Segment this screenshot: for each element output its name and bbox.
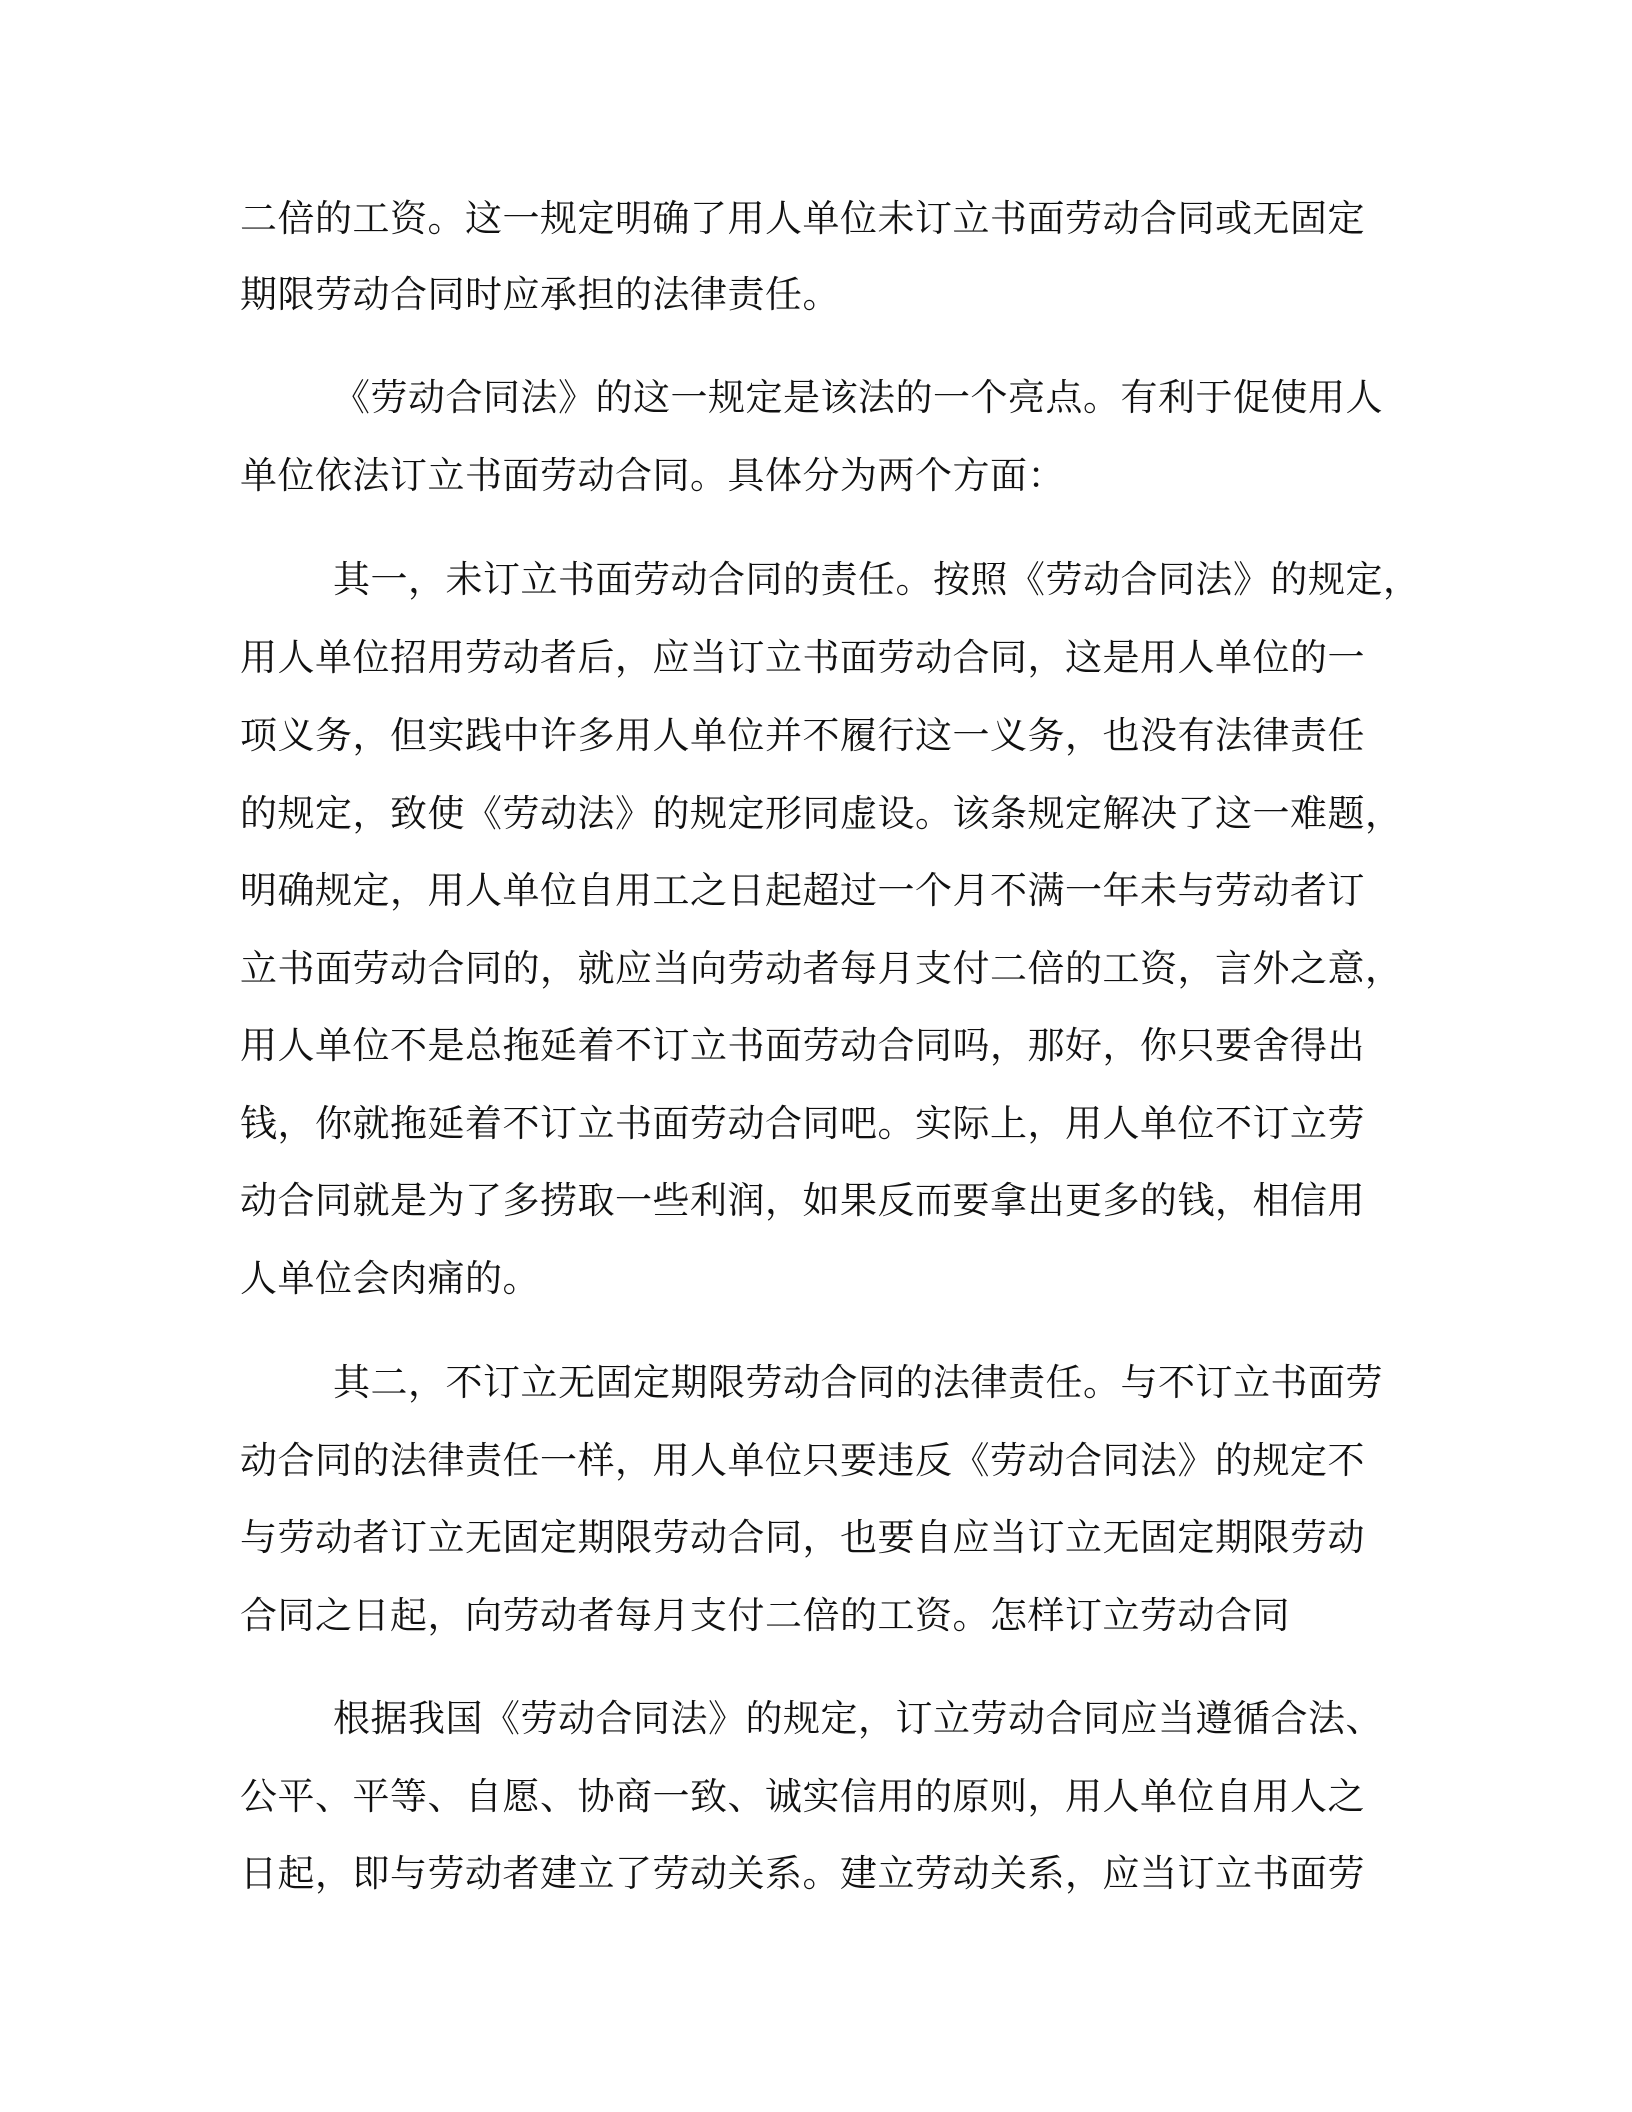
text-line: 用人单位招用劳动者后，应当订立书面劳动合同，这是用人单位的一 xyxy=(240,636,1365,679)
text-line: 用人单位不是总拖延着不订立书面劳动合同吗，那好，你只要舍得出 xyxy=(240,1024,1365,1067)
text-line: 动合同就是为了多捞取一些利润，如果反而要拿出更多的钱，相信用 xyxy=(240,1179,1365,1222)
text-line: 期限劳动合同时应承担的法律责任。 xyxy=(240,273,840,316)
text-line: 与劳动者订立无固定期限劳动合同，也要自应当订立无固定期限劳动 xyxy=(240,1516,1365,1559)
text-line: 项义务，但实践中许多用人单位并不履行这一义务，也没有法律责任 xyxy=(240,714,1365,757)
text-line: 单位依法订立书面劳动合同。具体分为两个方面： xyxy=(240,454,1065,497)
text-line: 二倍的工资。这一规定明确了用人单位未订立书面劳动合同或无固定 xyxy=(240,197,1365,240)
text-line: 合同之日起，向劳动者每月支付二倍的工资。怎样订立劳动合同 xyxy=(240,1594,1290,1637)
text-line: 动合同的法律责任一样，用人单位只要违反《劳动合同法》的规定不 xyxy=(240,1439,1365,1482)
text-line: 钱，你就拖延着不订立书面劳动合同吧。实际上，用人单位不订立劳 xyxy=(240,1102,1365,1145)
paragraph-start-line: 根据我国《劳动合同法》的规定，订立劳动合同应当遵循合法、 xyxy=(333,1697,1383,1740)
paragraph-start-line: 《劳动合同法》的这一规定是该法的一个亮点。有利于促使用人 xyxy=(333,376,1383,419)
text-line: 的规定，致使《劳动法》的规定形同虚设。该条规定解决了这一难题， xyxy=(240,792,1403,835)
text-line: 日起，即与劳动者建立了劳动关系。建立劳动关系，应当订立书面劳 xyxy=(240,1852,1365,1895)
paragraph-start-line: 其一，未订立书面劳动合同的责任。按照《劳动合同法》的规定， xyxy=(333,558,1421,601)
text-line: 公平、平等、自愿、协商一致、诚实信用的原则，用人单位自用人之 xyxy=(240,1775,1365,1818)
text-line: 立书面劳动合同的，就应当向劳动者每月支付二倍的工资，言外之意， xyxy=(240,947,1403,990)
text-line: 人单位会肉痛的。 xyxy=(240,1257,540,1300)
text-line: 明确规定，用人单位自用工之日起超过一个月不满一年未与劳动者订 xyxy=(240,869,1365,912)
paragraph-start-line: 其二，不订立无固定期限劳动合同的法律责任。与不订立书面劳 xyxy=(333,1361,1383,1404)
